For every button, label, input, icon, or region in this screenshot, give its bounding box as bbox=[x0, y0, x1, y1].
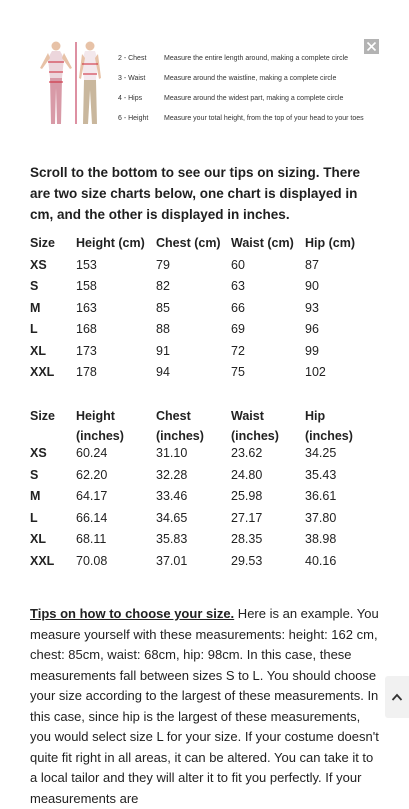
table-row bbox=[30, 279, 365, 301]
table-cell: 85 bbox=[156, 300, 170, 315]
table-cell: 69 bbox=[231, 322, 245, 336]
table-row bbox=[30, 511, 365, 533]
table-cell: 33.46 bbox=[156, 489, 188, 503]
legend-row-hips bbox=[118, 88, 388, 108]
size-cell: M bbox=[30, 489, 41, 503]
chevron-up-icon bbox=[391, 692, 403, 702]
table-cell: 91 bbox=[156, 343, 170, 358]
tips-title: Tips on how to choose your size. bbox=[30, 606, 235, 621]
table-cell: 28.35 bbox=[231, 532, 263, 546]
table-cell: 90 bbox=[305, 279, 319, 293]
table-cell: 38.98 bbox=[305, 532, 337, 546]
table-cell: 23.62 bbox=[231, 446, 263, 460]
table-row bbox=[30, 322, 365, 344]
size-cell: L bbox=[30, 322, 38, 336]
table-cell: 75 bbox=[231, 365, 245, 379]
size-cell: S bbox=[30, 467, 39, 482]
size-cell: XS bbox=[30, 446, 47, 460]
table-row bbox=[30, 446, 365, 468]
size-cell: XL bbox=[30, 532, 46, 546]
table-cell: 82 bbox=[156, 279, 170, 293]
table-cell: 66.14 bbox=[76, 510, 108, 525]
size-cell: L bbox=[30, 510, 38, 525]
close-icon bbox=[366, 41, 377, 52]
table-header-row bbox=[30, 406, 365, 446]
table-cell: 34.25 bbox=[305, 446, 337, 460]
header-cell: Hip (cm) bbox=[305, 236, 355, 250]
table-cell: 93 bbox=[305, 300, 319, 315]
table-row bbox=[30, 365, 365, 387]
legend-description: Measure your total height, from the top of your head to your toes bbox=[164, 114, 364, 122]
table-cell: 24.80 bbox=[231, 467, 263, 482]
header-cell: Height (inches) bbox=[76, 409, 124, 443]
size-cell: S bbox=[30, 279, 39, 293]
table-cell: 62.20 bbox=[76, 467, 108, 482]
size-chart-inches bbox=[30, 406, 365, 575]
table-cell: 35.83 bbox=[156, 532, 188, 546]
header-cell: Waist (inches) bbox=[231, 409, 279, 443]
header-cell: Waist (cm) bbox=[231, 236, 294, 250]
table-cell: 168 bbox=[76, 322, 97, 336]
size-cell: M bbox=[30, 300, 41, 315]
header-cell: Chest (cm) bbox=[156, 236, 221, 250]
table-row bbox=[30, 489, 365, 511]
size-cell: XS bbox=[30, 257, 47, 272]
legend-description: Measure around the widest part, making a complete circle bbox=[164, 94, 344, 102]
close-button[interactable] bbox=[364, 39, 379, 54]
table-cell: 32.28 bbox=[156, 467, 188, 482]
size-chart-cm bbox=[30, 236, 365, 387]
legend-label: 2 - Chest bbox=[118, 54, 147, 62]
table-cell: 29.53 bbox=[231, 553, 263, 568]
table-cell: 153 bbox=[76, 257, 97, 272]
legend-description: Measure the entire length around, making a complete circle bbox=[164, 54, 349, 62]
scroll-to-top-button[interactable] bbox=[385, 676, 409, 718]
sizing-tips bbox=[30, 604, 382, 809]
header-cell: Hip (inches) bbox=[305, 409, 353, 443]
table-cell: 178 bbox=[76, 365, 97, 379]
intro-text: Scroll to the bottom to see our tips on sizing. There are two size charts below, one chart is displayed in cm, and the other is displayed in inches. bbox=[30, 165, 361, 222]
measurement-figure bbox=[38, 38, 112, 128]
table-cell: 34.65 bbox=[156, 510, 188, 525]
table-cell: 158 bbox=[76, 279, 97, 293]
table-cell: 102 bbox=[305, 365, 326, 379]
table-cell: 63 bbox=[231, 279, 245, 293]
table-cell: 60 bbox=[231, 257, 245, 272]
table-cell: 173 bbox=[76, 343, 97, 358]
size-cell: XXL bbox=[30, 553, 55, 568]
table-cell: 40.16 bbox=[305, 553, 337, 568]
table-row bbox=[30, 532, 365, 554]
table-cell: 163 bbox=[76, 300, 97, 315]
table-cell: 79 bbox=[156, 257, 170, 272]
table-header-row bbox=[30, 236, 365, 258]
measurement-legend bbox=[118, 48, 388, 128]
table-cell: 25.98 bbox=[231, 489, 263, 503]
legend-row-height bbox=[118, 108, 388, 128]
body-measurement-illustration bbox=[38, 38, 112, 128]
table-cell: 37.01 bbox=[156, 553, 188, 568]
table-cell: 64.17 bbox=[76, 489, 108, 503]
table-row bbox=[30, 468, 365, 490]
legend-description: Measure around the waistline, making a complete circle bbox=[164, 74, 337, 82]
table-row bbox=[30, 258, 365, 280]
header-cell: Size bbox=[30, 409, 56, 423]
table-cell: 37.80 bbox=[305, 510, 337, 525]
table-cell: 27.17 bbox=[231, 510, 263, 525]
legend-label: 3 - Waist bbox=[118, 74, 146, 82]
legend-row-chest bbox=[118, 48, 388, 68]
tips-body: Here is an example. You measure yourself with these measurements: height: 162 cm, chest: 85cm, waist: 68cm, hip: 98cm. In this case, these measurements fall between sizes S to L. You should choose your size according to the largest of these measurements. In this case, since hip is the largest of these measurements, you would select size L for your size. If your costume doesn't quite fit right in all areas, it can be altered. You can take it to a local tailor and they will alter it to fit you perfectly. If your measurements are bbox=[30, 606, 379, 806]
table-row bbox=[30, 554, 365, 576]
header-cell: Height (cm) bbox=[76, 236, 145, 250]
table-cell: 66 bbox=[231, 300, 245, 315]
table-cell: 68.11 bbox=[76, 532, 107, 546]
table-cell: 60.24 bbox=[76, 446, 108, 460]
table-cell: 94 bbox=[156, 365, 170, 379]
legend-label: 4 - Hips bbox=[118, 94, 143, 102]
table-cell: 70.08 bbox=[76, 553, 108, 568]
legend-row-waist bbox=[118, 68, 388, 88]
size-cell: XXL bbox=[30, 365, 55, 379]
size-cell: XL bbox=[30, 343, 46, 358]
table-row bbox=[30, 301, 365, 323]
table-cell: 87 bbox=[305, 257, 319, 272]
table-cell: 96 bbox=[305, 322, 319, 336]
table-cell: 36.61 bbox=[305, 489, 337, 503]
header-cell: Size bbox=[30, 236, 56, 250]
table-cell: 35.43 bbox=[305, 467, 337, 482]
table-cell: 72 bbox=[231, 343, 245, 358]
table-cell: 31.10 bbox=[156, 446, 188, 460]
legend-label: 6 - Height bbox=[118, 114, 149, 122]
table-row bbox=[30, 344, 365, 366]
table-cell: 88 bbox=[156, 322, 170, 336]
header-cell: Chest (inches) bbox=[156, 409, 204, 443]
table-cell: 99 bbox=[305, 343, 319, 358]
